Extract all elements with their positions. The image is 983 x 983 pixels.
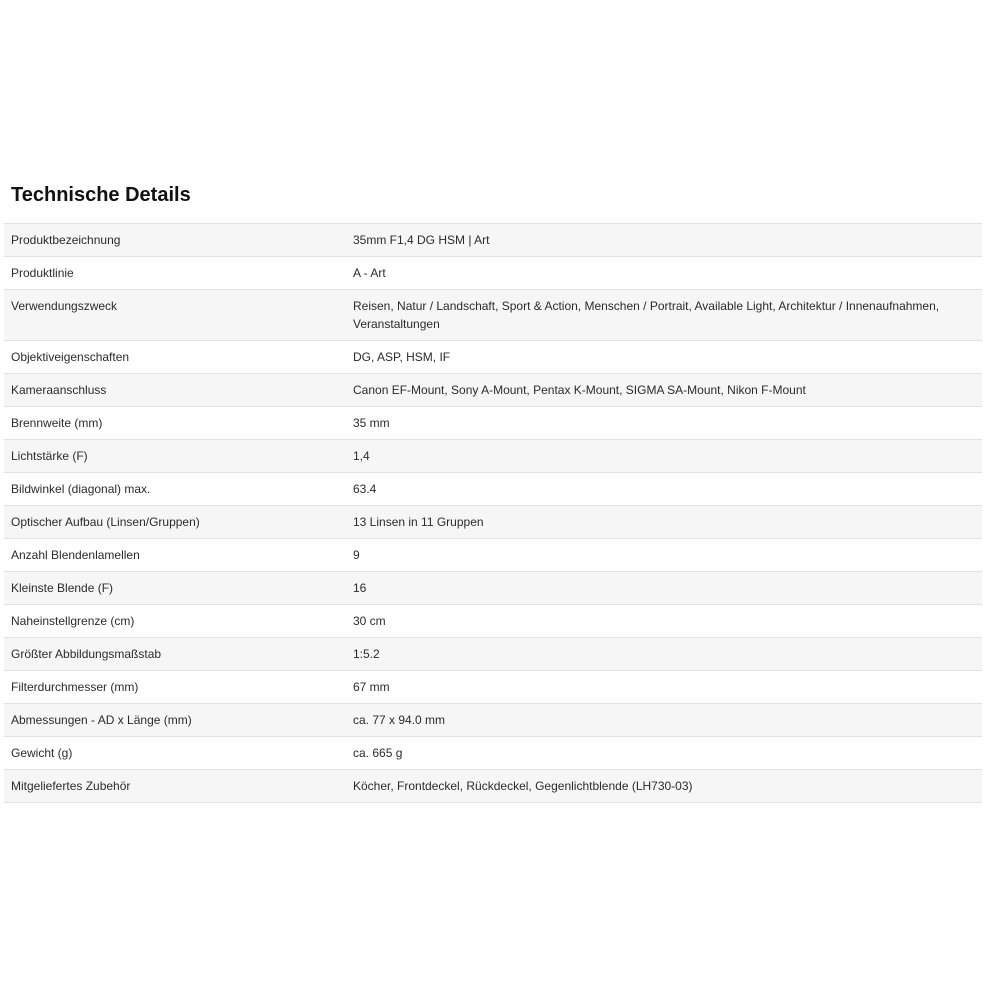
spec-label: Gewicht (g) bbox=[11, 746, 73, 760]
spec-label: Anzahl Blendenlamellen bbox=[11, 548, 140, 562]
spec-label: Filterdurchmesser (mm) bbox=[11, 680, 139, 694]
spec-value: Köcher, Frontdeckel, Rückdeckel, Gegenlichtblende (LH730-03) bbox=[353, 779, 693, 793]
spec-label: Brennweite (mm) bbox=[11, 416, 103, 430]
spec-label: Verwendungszweck bbox=[11, 299, 118, 313]
spec-value: 67 mm bbox=[353, 680, 390, 694]
spec-label: Größter Abbildungsmaßstab bbox=[11, 647, 162, 661]
spec-label: Optischer Aufbau (Linsen/Gruppen) bbox=[11, 515, 200, 529]
table-row bbox=[4, 290, 982, 341]
technical-details-table-body bbox=[4, 224, 982, 803]
spec-value: 16 bbox=[353, 581, 367, 595]
table-row bbox=[4, 572, 982, 605]
spec-value: 1:5.2 bbox=[353, 647, 380, 661]
spec-label: Produktbezeichnung bbox=[11, 233, 121, 247]
spec-label: Kameraanschluss bbox=[11, 383, 107, 397]
spec-label: Lichtstärke (F) bbox=[11, 449, 88, 463]
table-row bbox=[4, 638, 982, 671]
table-row bbox=[4, 407, 982, 440]
spec-value: 35 mm bbox=[353, 416, 390, 430]
spec-value: 13 Linsen in 11 Gruppen bbox=[353, 515, 484, 529]
section-title: Technische Details bbox=[11, 184, 191, 206]
spec-value: 30 cm bbox=[353, 614, 386, 628]
table-row bbox=[4, 473, 982, 506]
spec-value: 35mm F1,4 DG HSM | Art bbox=[353, 233, 490, 247]
spec-label: Mitgeliefertes Zubehör bbox=[11, 779, 131, 793]
technical-details-section bbox=[4, 178, 982, 803]
spec-label: Objektiveigenschaften bbox=[11, 350, 130, 364]
table-row bbox=[4, 770, 982, 803]
table-row bbox=[4, 704, 982, 737]
table-row bbox=[4, 539, 982, 572]
table-row bbox=[4, 224, 982, 257]
table-row bbox=[4, 341, 982, 374]
spec-label: Naheinstellgrenze (cm) bbox=[11, 614, 135, 628]
spec-value: DG, ASP, HSM, IF bbox=[353, 350, 451, 364]
table-row bbox=[4, 671, 982, 704]
spec-label: Abmessungen - AD x Länge (mm) bbox=[11, 713, 192, 727]
technical-details-table bbox=[4, 223, 982, 803]
spec-value: 9 bbox=[353, 548, 360, 562]
table-row bbox=[4, 506, 982, 539]
spec-value: Canon EF-Mount, Sony A-Mount, Pentax K-Mount, SIGMA SA-Mount, Nikon F-Mount bbox=[353, 383, 806, 397]
spec-value: 63.4 bbox=[353, 482, 377, 496]
table-row bbox=[4, 440, 982, 473]
spec-value: 1,4 bbox=[353, 449, 370, 463]
table-row bbox=[4, 257, 982, 290]
spec-value: ca. 665 g bbox=[353, 746, 403, 760]
spec-value: Reisen, Natur / Landschaft, Sport & Action, Menschen / Portrait, Available Light, Architektur / Innenaufnahmen, Veranstaltungen bbox=[353, 299, 940, 331]
table-row bbox=[4, 374, 982, 407]
spec-label: Bildwinkel (diagonal) max. bbox=[11, 482, 151, 496]
spec-value: ca. 77 x 94.0 mm bbox=[353, 713, 446, 727]
table-row bbox=[4, 605, 982, 638]
table-row bbox=[4, 737, 982, 770]
spec-value: A - Art bbox=[353, 266, 386, 280]
spec-label: Produktlinie bbox=[11, 266, 74, 280]
spec-label: Kleinste Blende (F) bbox=[11, 581, 114, 595]
